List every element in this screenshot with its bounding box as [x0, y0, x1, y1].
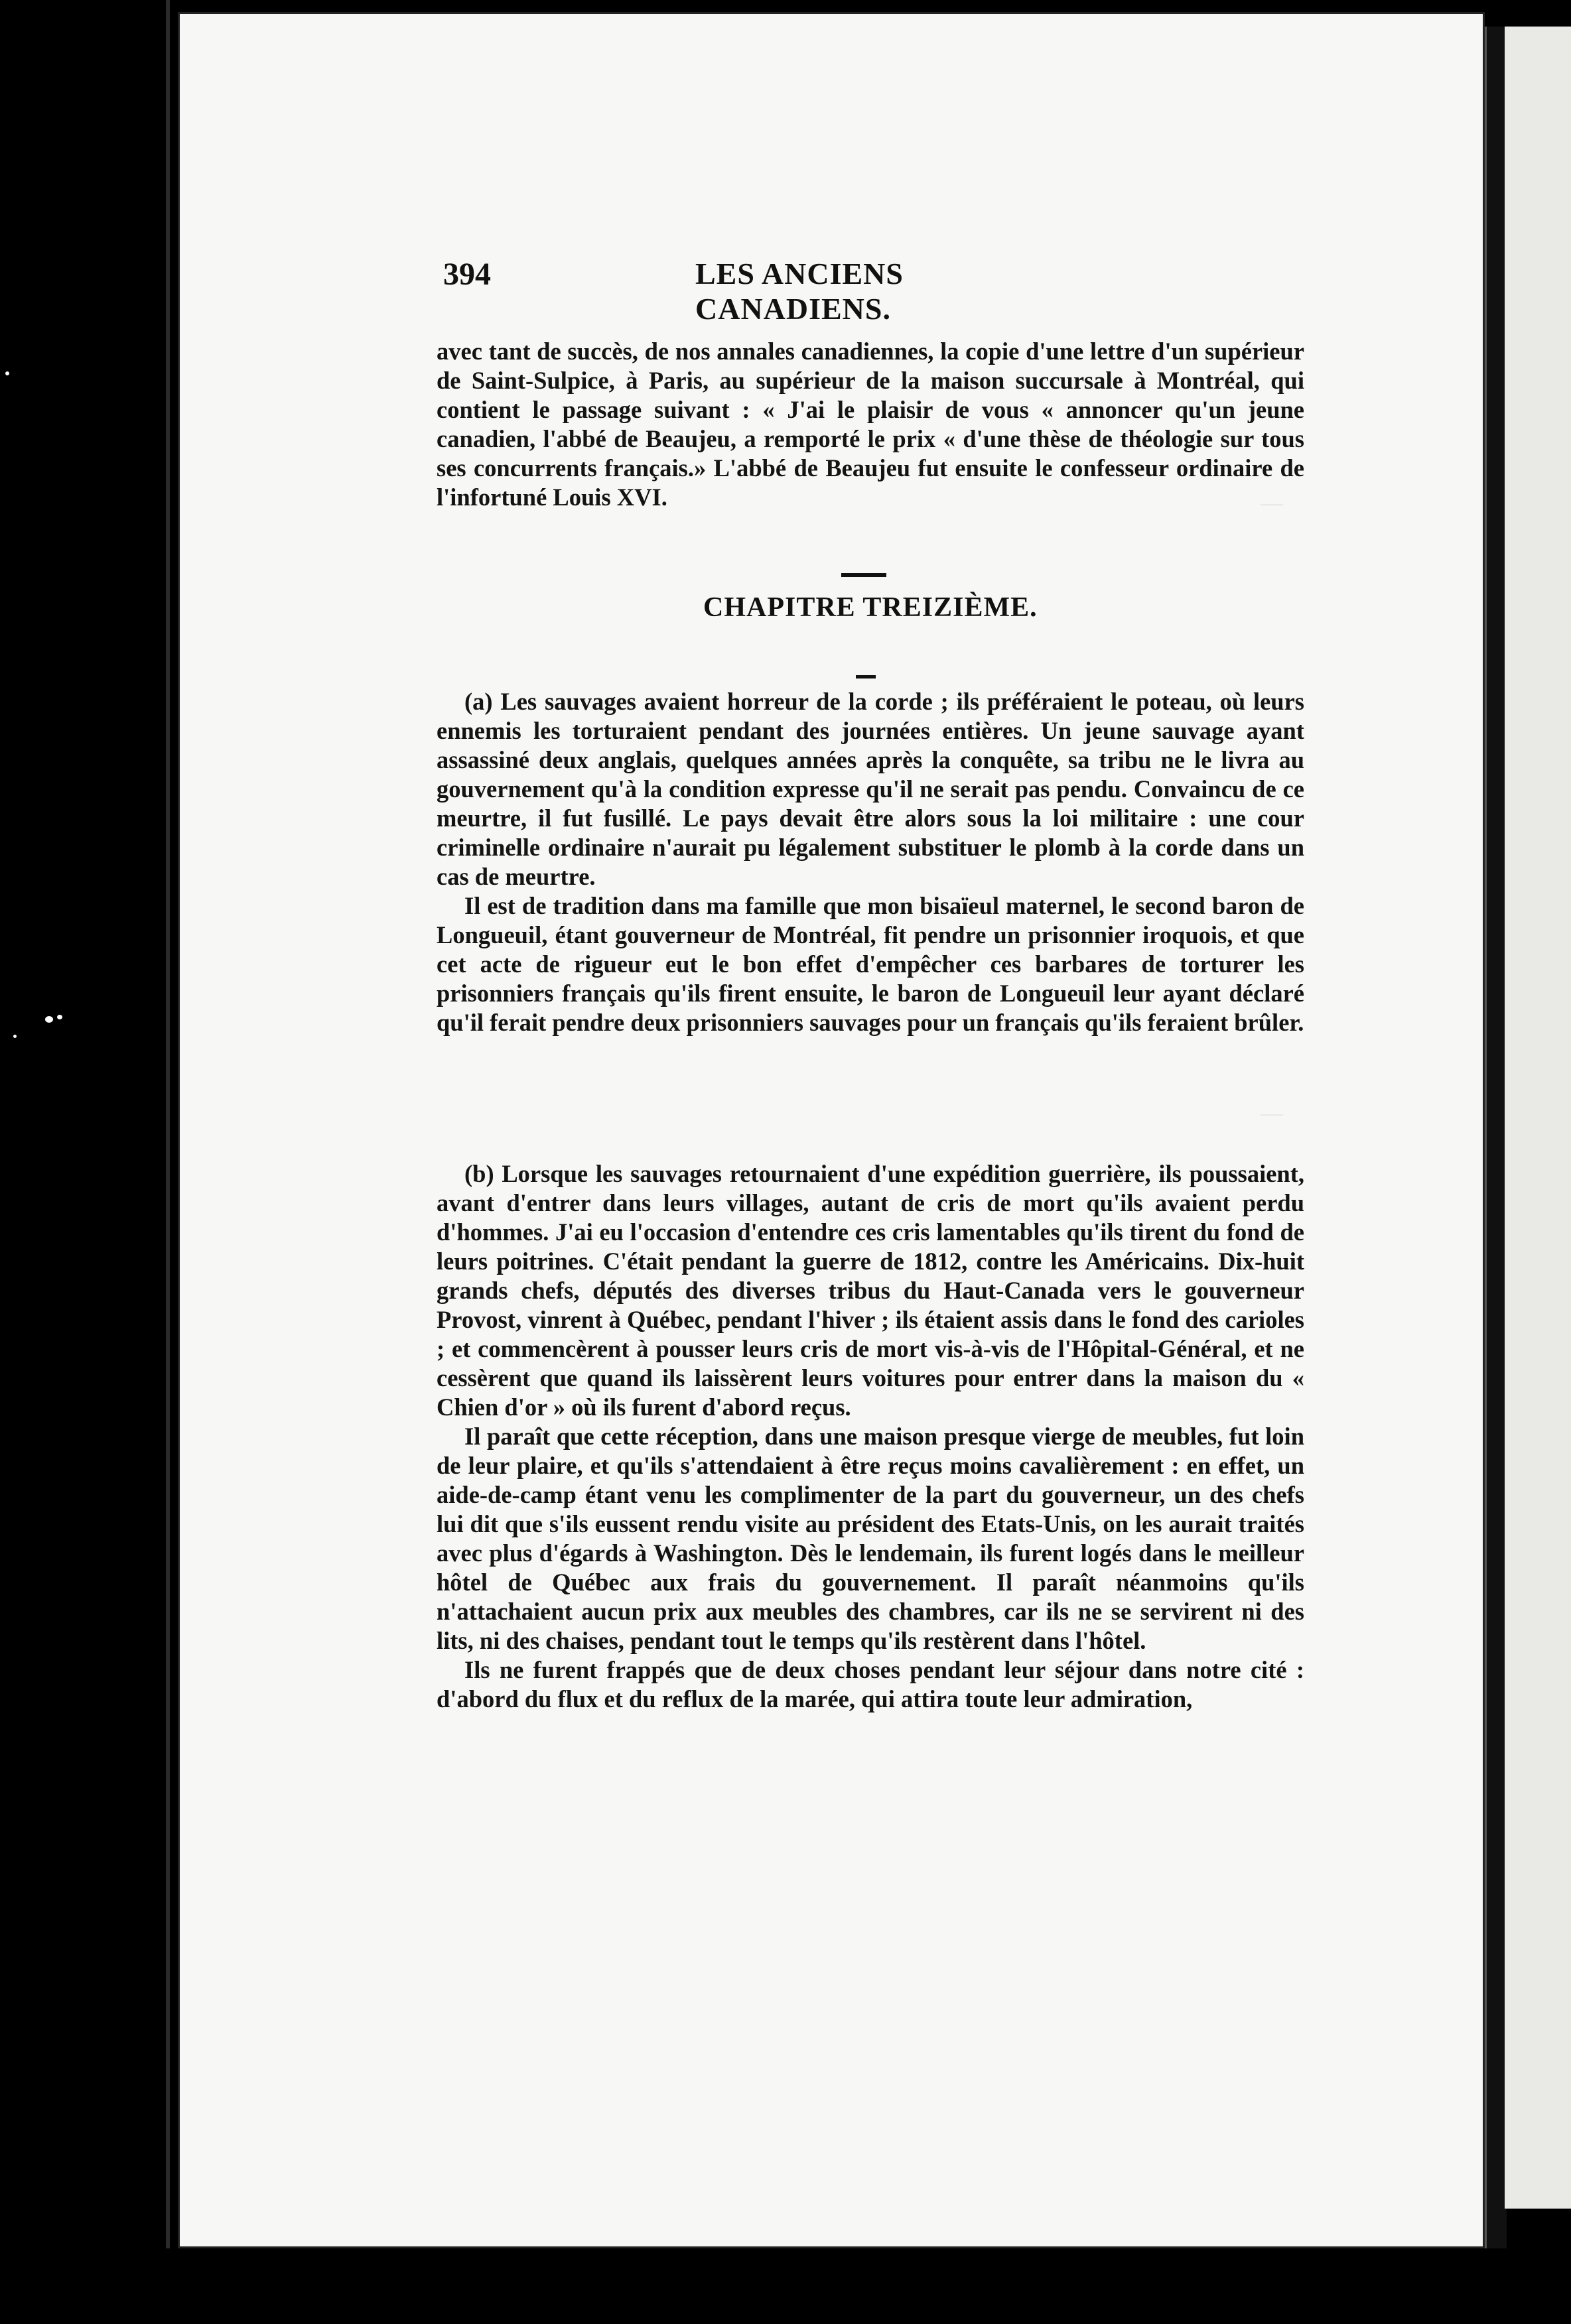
note-label: (a) [464, 688, 493, 715]
note-paragraph [437, 687, 1304, 891]
page-number: 394 [443, 257, 491, 292]
binding-spine [166, 0, 170, 2248]
dust-speck [57, 1015, 62, 1019]
page-header [443, 256, 1107, 326]
note-paragraph: Ils ne furent frappés que de deux choses pendant leur séjour dans notre cité : d'abord du flux et du reflux de la marée, qui attira toute leur admiration, [437, 1656, 1304, 1712]
note-text: Lorsque les sauvages retournaient d'une expédition guerrière, ils poussaient, avant d'entrer dans leurs villages, autant de cris de mort qu'ils avaient perdu d'hommes. J'ai eu l'occasion d'entendre ces cris lamentables qu'ils tirent du fond de leurs poitrines. C'était pendant la guerre de 1812, contre les Américains. Dix-huit grands chefs, députés des diverses tribus du Haut-Canada vers le gouverneur Provost, vinrent à Québec, pendant l'hiver ; ils étaient assis dans le fond des carioles ; et commencèrent à pousser leurs cris de mort vis-à-vis de l'Hôpital-Général, et ne cessèrent que quand ils laissèrent leurs voitures pour entrer dans la maison du « Chien d'or » où ils furent d'abord reçus. [437, 1160, 1305, 1421]
chapter-title: CHAPITRE TREIZIÈME. [703, 592, 1038, 623]
note-paragraph [437, 1159, 1304, 1422]
running-title: LES ANCIENS CANADIENS. [695, 257, 904, 326]
page-edge-shadow [1485, 27, 1507, 2248]
dust-speck [5, 371, 9, 375]
note-a [437, 687, 1304, 1037]
dust-speck [45, 1016, 53, 1023]
dust-speck [13, 1035, 17, 1038]
section-rule [841, 573, 886, 577]
note-label: (b) [464, 1160, 494, 1187]
paragraph: avec tant de succès, de nos annales canadiennes, la copie d'une lettre d'un supérieur de Saint-Sulpice, à Paris, au supérieur de la maison succursale à Montréal, qui contient le passage suivant : « J'ai le plaisir de vous « annoncer qu'un jeune canadien, l'abbé de Beaujeu, a remporté le prix « d'une thèse de théologie sur tous ses concurrents français.» L'abbé de Beaujeu fut ensuite le confesseur ordinaire de l'infortuné Louis XVI. [437, 338, 1304, 511]
bleed-through: — [1261, 1101, 1283, 1126]
continued-paragraph [437, 337, 1304, 512]
facing-page-edge [1505, 27, 1571, 2209]
bleed-through: — [1261, 491, 1283, 515]
note-paragraph: Il est de tradition dans ma famille que mon bisaïeul maternel, le second baron de Longueuil, étant gouverneur de Montréal, fit pendre un prisonnier iroquois, et que cet acte de rigueur eut le bon effet d'empêcher ces barbares de torturer les prisonniers français qu'ils firent ensuite, le baron de Longueuil leur ayant déclaré qu'il ferait pendre deux prisonniers sauvages pour un français qu'ils feraient brûler. [437, 892, 1304, 1036]
note-text: Les sauvages avaient horreur de la corde ; ils préféraient le poteau, où leurs ennemis les torturaient pendant des journées entières. Un jeune sauvage ayant assassiné deux anglais, quelques années après la conquête, sa tribu ne le livra au gouvernement qu'à la condition expresse qu'il ne serait pas pendu. Convaincu de ce meurtre, il fut fusillé. Le pays devait être alors sous la loi militaire : une cour criminelle ordinaire n'aurait pu légalement substituer le plomb à la corde dans un cas de meurtre. [437, 688, 1305, 890]
note-paragraph: Il paraît que cette réception, dans une maison presque vierge de meubles, fut loin de leur plaire, et qu'ils s'attendaient à être reçus moins cavalièrement : en effet, un aide-de-camp étant venu les complimenter de la part du gouverneur, un des chefs lui dit que s'ils eussent rendu visite au président des Etats-Unis, on les aurait traités avec plus d'égards à Washington. Dès le lendemain, ils furent logés dans le meilleur hôtel de Québec aux frais du gouvernement. Il paraît néanmoins qu'ils n'attachaient aucun prix aux meubles des chambres, car ils ne se servirent ni des lits, ni des chaises, pendant tout le temps qu'ils restèrent dans l'hôtel. [437, 1423, 1304, 1654]
section-rule [856, 675, 876, 678]
note-b [437, 1159, 1304, 1714]
